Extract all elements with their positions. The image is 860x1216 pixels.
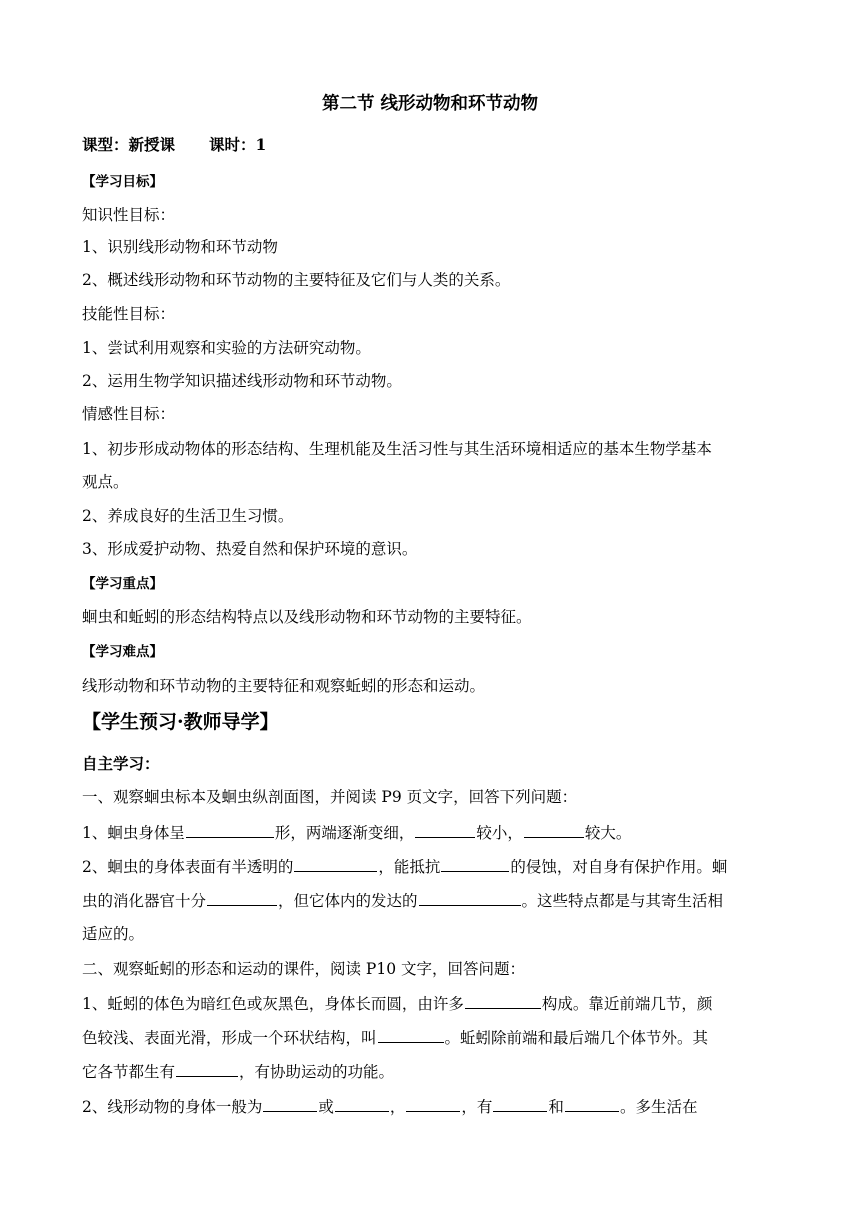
answer-blank[interactable] [565,1096,619,1112]
objectives-header: 【学习目标】 [82,174,163,190]
question-1-1: 1、蛔虫身体呈 形，两端逐渐变细， 较小， 较大。 [82,824,632,842]
question-1-2-line2: 虫的消化器官十分 ，但它体内的发达的 。这些特点都是与其寄生活相 [82,892,724,910]
key-text: 蛔虫和蚯蚓的形态结构特点以及线形动物和环节动物的主要特征。 [82,608,532,626]
self-study-label: 自主学习： [82,754,160,773]
lesson-meta [82,135,266,155]
question-2-1-line2: 色较浅、表面光滑，形成一个环状结构，叫 。蚯蚓除前端和最后端几个体节外。其 [82,1029,709,1047]
question-2-intro: 二、观察蚯蚓的形态和运动的课件，阅读 P10 文字，回答问题： [82,960,526,978]
emotion-item-1-line2: 观点。 [82,473,129,491]
emotion-item-2: 2、养成良好的生活卫生习惯。 [82,507,294,525]
difficulty-header: 【学习难点】 [82,644,163,660]
knowledge-label: 知识性目标： [82,206,176,224]
answer-blank[interactable] [176,1061,238,1077]
question-1-2-line1: 2、蛔虫的身体表面有半透明的 ，能抵抗 的侵蚀，对自身有保护作用。蛔 [82,858,728,876]
emotion-label: 情感性目标： [82,405,176,423]
course-type: 课型：新授课 [82,135,176,154]
answer-blank[interactable] [441,856,509,872]
answer-blank[interactable] [524,822,584,838]
answer-blank[interactable] [465,993,541,1009]
knowledge-item-1: 1、识别线形动物和环节动物 [82,238,278,256]
knowledge-item-2: 2、概述线形动物和环节动物的主要特征及它们与人类的关系。 [82,271,511,289]
skill-label: 技能性目标： [82,305,176,323]
answer-blank[interactable] [294,856,377,872]
course-hours: 课时：1 [209,135,267,154]
question-1-intro: 一、观察蛔虫标本及蛔虫纵剖面图，并阅读 P9 页文字，回答下列问题： [82,788,578,806]
answer-blank[interactable] [186,822,274,838]
question-2-1-line3: 它各节都生有 ，有协助运动的功能。 [82,1063,395,1081]
preview-header: 【学生预习·教师导学】 [82,711,279,733]
emotion-item-3: 3、形成爱护动物、热爱自然和保护环境的意识。 [82,540,418,558]
key-header: 【学习重点】 [82,576,163,592]
question-2-1-line1: 1、蚯蚓的体色为暗红色或灰黑色，身体长而圆，由许多 构成。靠近前端几节，颜 [82,995,713,1013]
skill-item-1: 1、尝试利用观察和实验的方法研究动物。 [82,339,371,357]
answer-blank[interactable] [419,890,521,906]
skill-item-2: 2、运用生物学知识描述线形动物和环节动物。 [82,372,402,390]
difficulty-text: 线形动物和环节动物的主要特征和观察蚯蚓的形态和运动。 [82,677,486,695]
question-1-2-line3: 适应的。 [82,925,145,943]
answer-blank[interactable] [207,890,277,906]
answer-blank[interactable] [406,1096,460,1112]
answer-blank[interactable] [335,1096,389,1112]
answer-blank[interactable] [493,1096,547,1112]
question-2-2: 2、线形动物的身体一般为 或 ， ，有 和 。多生活在 [82,1098,698,1116]
emotion-item-1-line1: 1、初步形成动物体的形态结构、生理机能及生活习性与其生活环境相适应的基本生物学基本 [82,440,712,458]
page-title: 第二节 线形动物和环节动物 [321,94,539,114]
answer-blank[interactable] [415,822,475,838]
answer-blank[interactable] [378,1027,444,1043]
answer-blank[interactable] [263,1096,317,1112]
